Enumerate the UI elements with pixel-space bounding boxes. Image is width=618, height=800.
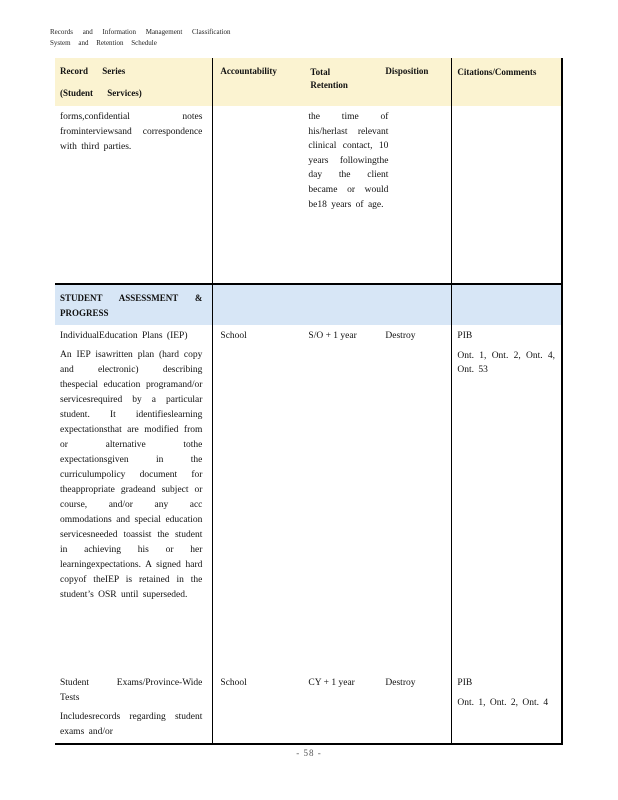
- exams-accountability: School: [220, 678, 247, 688]
- iep-description: An IEP isawritten plan (hard copy and electronic) describing thespecial education programand/or servicesrequired by a particular student. It identifieslearning expectationsthat are modified from or alternative tothe expectationsgiven in the curriculumpolicy document for theappropriate gradeand subject or course, and/or any acc ommodations and special education servicesneeded toassist the student in achieving his or her learningexpectations. A signed hard copyof theIEP is retained in the student’s OSR until superseded.: [60, 350, 203, 600]
- table-row-student-exams: [55, 672, 561, 745]
- iep-citations-refs: Ont. 1, Ont. 2, Ont. 4, Ont. 53: [457, 351, 555, 375]
- continuation-record-series-cell: [55, 106, 212, 283]
- header-record-series-label: Record Series: [60, 66, 126, 76]
- table-header-row: [55, 58, 561, 106]
- header-accountability-label: Accountability: [220, 66, 277, 76]
- iep-total-retention: S/O + 1 year: [308, 331, 357, 341]
- section-row-student-assessment: [55, 283, 561, 325]
- running-header: [50, 27, 250, 49]
- iep-middle-cell: [212, 325, 451, 672]
- iep-citations-cell: [451, 325, 561, 672]
- iep-accountability: School: [220, 331, 247, 341]
- exams-total-retention: CY + 1 year: [308, 678, 355, 688]
- exams-record-series-cell: [55, 672, 212, 745]
- section-label-cell: [55, 285, 212, 325]
- exams-disposition: Destroy: [385, 678, 416, 688]
- iep-citations-pib: PIB: [457, 331, 473, 341]
- header-total-retention-label: Total Retention: [310, 67, 348, 90]
- running-header-line2: System and Retention Schedule: [50, 39, 157, 47]
- header-cell-record-series: [55, 58, 212, 106]
- table-row-continuation: [55, 106, 561, 283]
- continuation-middle-cell: [212, 106, 451, 283]
- retention-schedule-table: [55, 58, 563, 745]
- footer-page-number: - 58 -: [296, 748, 322, 758]
- iep-disposition: Destroy: [385, 331, 416, 341]
- iep-title: IndividualEducation Plans (IEP): [60, 331, 188, 341]
- header-disposition-label: Disposition: [385, 66, 429, 76]
- table-row-iep: [55, 325, 561, 672]
- continuation-record-series-text: forms,confidential notes frominterviewsand correspondence with third parties.: [60, 112, 203, 152]
- header-cell-middle: [212, 58, 451, 106]
- exams-citations-refs: Ont. 1, Ont. 2, Ont. 4: [457, 698, 549, 708]
- section-middle-cell: [212, 285, 451, 325]
- exams-citations-pib: PIB: [457, 678, 473, 688]
- running-header-line1: Records and Information Management Classification: [50, 28, 231, 36]
- exams-description: Includesrecords regarding student exams and/or: [60, 712, 203, 737]
- continuation-citations-cell: [451, 106, 561, 283]
- header-record-series-sublabel: (Student Services): [60, 88, 142, 98]
- exams-title: Student Exams/Province-Wide Tests: [60, 678, 203, 703]
- iep-record-series-cell: [55, 325, 212, 672]
- exams-citations-cell: [451, 672, 561, 745]
- section-citations-cell: [451, 285, 561, 325]
- continuation-total-retention-text: the time of his/herlast relevant clinical contact, 10 years followingthe day the client became or would be18 years of age.: [308, 112, 389, 210]
- header-cell-citations: Citations/Comments: [451, 58, 561, 106]
- section-label: STUDENT ASSESSMENT & PROGRESS: [60, 293, 203, 318]
- exams-middle-cell: [212, 672, 451, 745]
